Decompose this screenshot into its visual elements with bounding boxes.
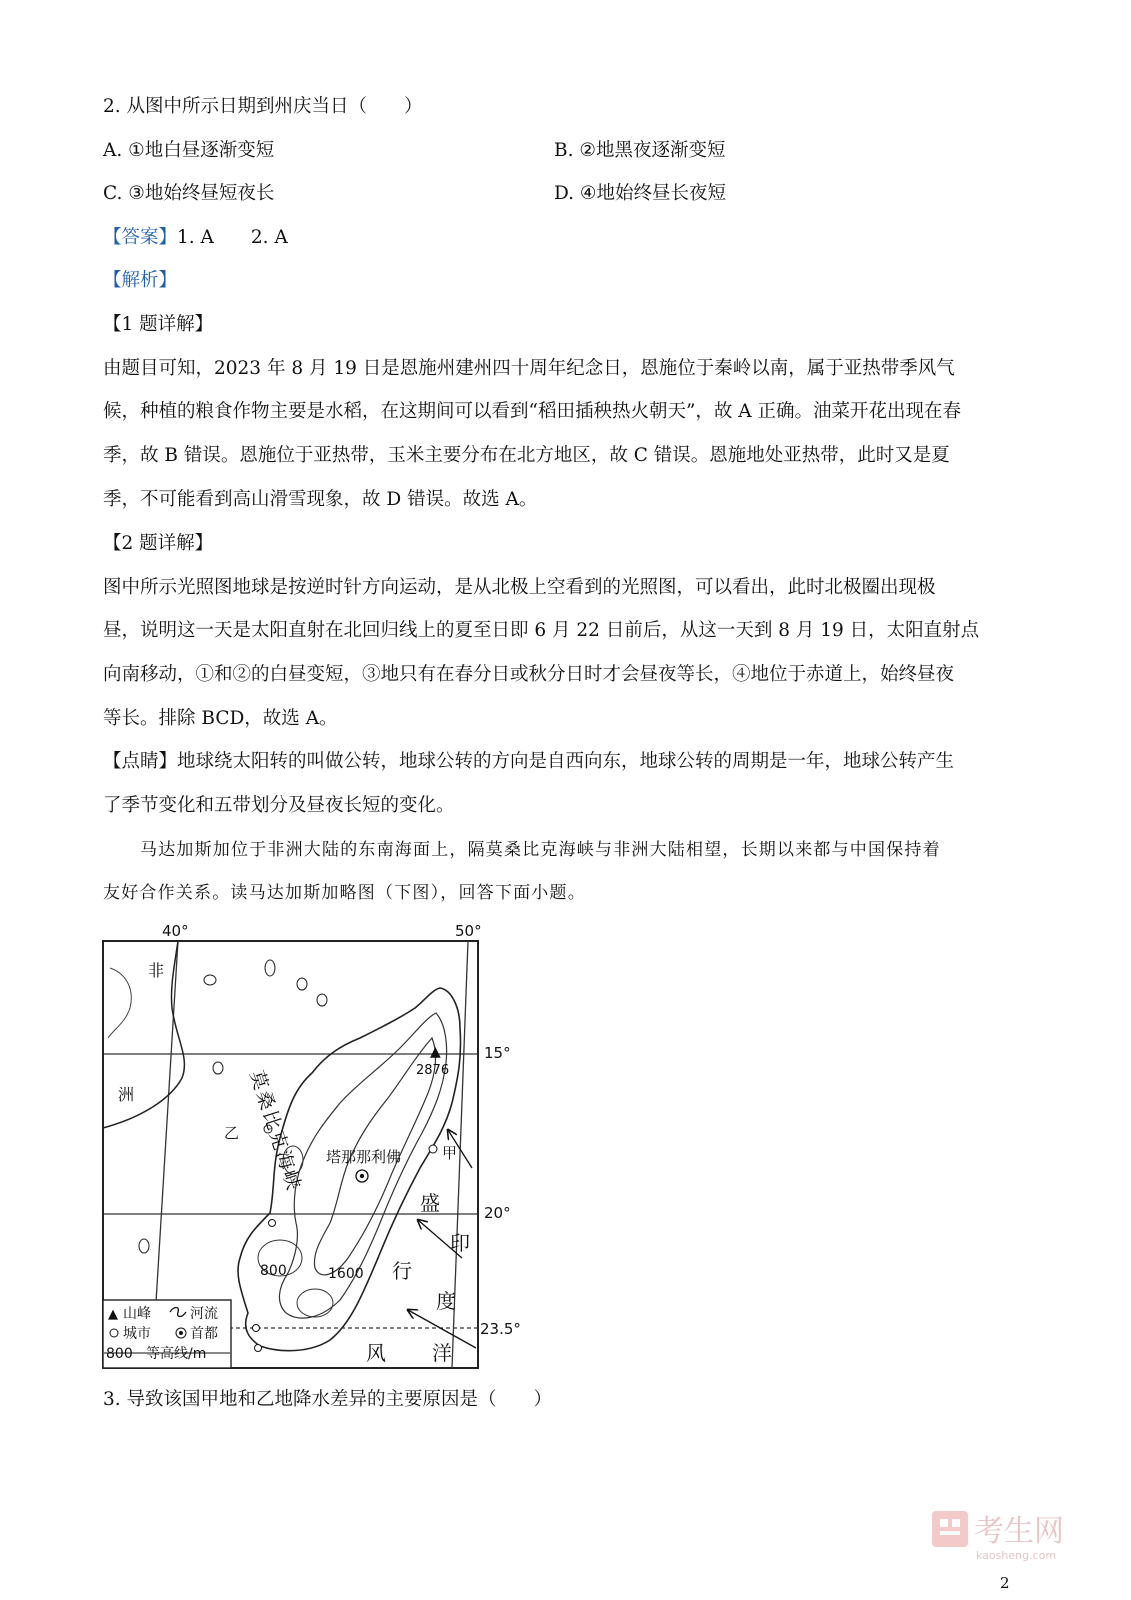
detail-2-line: 向南移动，①和②的白昼变短，③地只有在春分日或秋分日时才会昼夜等长，④地位于赤道上，始终昼夜	[103, 664, 955, 685]
capital-label: 塔那那利佛	[326, 1148, 402, 1166]
city-icon	[429, 1145, 437, 1153]
island	[213, 1062, 223, 1074]
intro-line-2: 友好合作关系。读马达加斯加略图（下图），回答下面小题。	[103, 883, 586, 903]
tip-line-1	[103, 749, 954, 775]
wind-char: 行	[392, 1259, 412, 1283]
africa-contour	[108, 968, 131, 1038]
question-2-option-b: B. ②地黑夜逐渐变短	[554, 140, 726, 161]
question-2-option-d: D. ④地始终昼长夜短	[554, 183, 727, 204]
detail-2-heading: 【2 题详解】	[103, 533, 214, 554]
tip-line-2: 了季节变化和五带划分及昼夜长短的变化。	[103, 795, 455, 816]
island	[265, 960, 275, 976]
contour-label: 1600	[328, 1266, 364, 1282]
madagascar-map	[100, 922, 521, 1378]
watermark-icon	[932, 1511, 968, 1547]
detail-1-line: 季，不可能看到高山滑雪现象，故 D 错误。故选 A。	[103, 489, 538, 510]
strait-label: 莫桑比克海峡	[245, 1067, 306, 1195]
contour-label: 800	[260, 1263, 287, 1279]
legend-peak-icon: ▲	[108, 1307, 118, 1322]
place-yi: 乙	[224, 1124, 240, 1142]
answer-line	[103, 225, 288, 251]
page-number: 2	[1000, 1574, 1010, 1592]
detail-1-line: 季，故 B 错误。恩施位于亚热带，玉米主要分布在北方地区，故 C 错误。恩施地处亚热带，此时又是夏	[103, 445, 950, 466]
peak-icon: ▲	[430, 1044, 441, 1060]
place-jia: 甲	[442, 1144, 458, 1162]
intro-line-1: 马达加斯加位于非洲大陆的东南海面上，隔莫桑比克海峡与非洲大陆相望，长期以来都与中国保持着	[140, 840, 941, 860]
island	[317, 994, 327, 1006]
legend-contour-value: 800	[106, 1346, 133, 1362]
lon-label-50: 50°	[455, 922, 482, 940]
answer-tag: 【答案】	[103, 227, 178, 248]
detail-1-line: 由题目可知，2023 年 8 月 19 日是恩施州建州四十周年纪念日，恩施位于秦岭以南，属于亚热带季风气	[103, 358, 955, 379]
island	[139, 1239, 149, 1253]
city-icon	[269, 1220, 276, 1227]
detail-1-heading: 【1 题详解】	[103, 314, 214, 335]
madagascar-coast	[238, 988, 461, 1351]
ocean-char: 印	[450, 1231, 470, 1255]
ocean-char: 洋	[432, 1341, 452, 1365]
tip-tag: 【点睛】	[103, 751, 178, 772]
capital-dot	[360, 1174, 364, 1178]
legend-capital-dot	[179, 1331, 183, 1335]
legend-city-label: 城市	[123, 1326, 151, 1342]
legend-contour-label: 等高线/m	[146, 1346, 207, 1362]
lat-label-20: 20°	[484, 1204, 511, 1222]
island	[297, 978, 307, 990]
detail-1-line: 候，种植的粮食作物主要是水稻，在这期间可以看到“稻田插秧热火朝天”，故 A 正确。油菜开花出现在春	[103, 401, 962, 422]
legend-city-icon	[110, 1329, 118, 1337]
peak-elevation: 2876	[416, 1063, 450, 1078]
answer-text: 1. A 2. A	[177, 227, 288, 248]
lat-label-15: 15°	[484, 1044, 511, 1062]
legend-peak-label: 山峰	[123, 1306, 151, 1322]
question-3-stem: 3. 导致该国甲地和乙地降水差异的主要原因是（ ）	[103, 1389, 553, 1410]
question-2-option-a: A. ①地白昼逐渐变短	[103, 140, 275, 161]
legend-capital-label: 首都	[190, 1326, 218, 1342]
question-2-stem: 2. 从图中所示日期到州庆当日（ ）	[103, 96, 423, 117]
tip-text-1: 地球绕太阳转的叫做公转，地球公转的方向是自西向东，地球公转的周期是一年，地球公转产生	[177, 751, 955, 772]
detail-2-line: 昼，说明这一天是太阳直射在北回归线上的夏至日即 6 月 22 日前后，从这一天到 8 月 19 日，太阳直射点	[103, 620, 980, 641]
lat-label-23-5: 23.5°	[480, 1320, 521, 1338]
africa-char: 非	[148, 961, 165, 980]
africa-char: 洲	[118, 1085, 135, 1104]
wind-char: 盛	[420, 1191, 440, 1215]
watermark-text: 考生网	[974, 1514, 1064, 1549]
city-icon	[255, 1345, 262, 1352]
watermark-logo	[930, 1505, 1090, 1569]
city-icon	[253, 1325, 260, 1332]
watermark-url: kaosheng.com	[976, 1549, 1057, 1562]
legend-river-label: 河流	[190, 1306, 218, 1322]
ocean-char: 度	[436, 1289, 456, 1313]
lon-label-40: 40°	[162, 922, 189, 940]
island	[204, 975, 216, 985]
wind-char: 风	[366, 1341, 386, 1365]
detail-2-line: 图中所示光照图地球是按逆时针方向运动，是从北极上空看到的光照图，可以看出，此时北极圈出现极	[103, 577, 936, 598]
question-2-option-c: C. ③地始终昼短夜长	[103, 183, 275, 204]
detail-2-line: 等长。排除 BCD，故选 A。	[103, 708, 338, 729]
contour-blob	[297, 1289, 333, 1317]
analysis-tag: 【解析】	[103, 270, 178, 291]
